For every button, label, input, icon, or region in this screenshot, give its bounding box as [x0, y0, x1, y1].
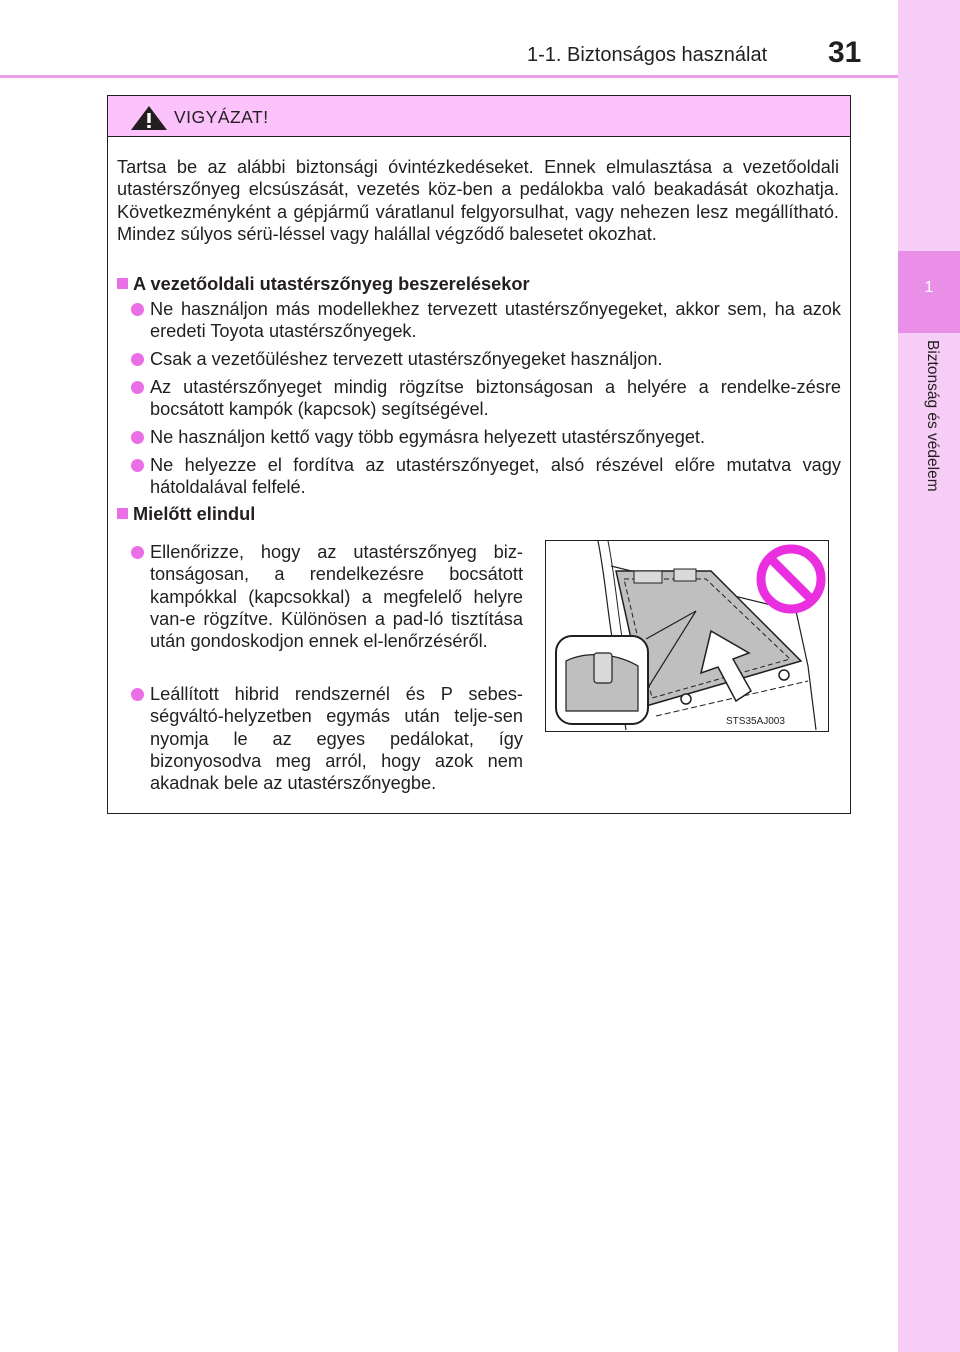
warning-title: VIGYÁZAT! [174, 107, 269, 127]
warning-intro: Tartsa be az alábbi biztonsági óvintézkedéseket. Ennek elmulasztása a vezetőoldali utastérszőnyeg elcsúszását, vezetés köz-ben a pedálokba való beakadását okozhatja. Következményként a gépjármű váratlanul felgyorsulhat, vagy nehezen lesz megállítható. Mindez súlyos sérü-léssel vagy halállal végződő balesetet okozhat. [117, 157, 839, 244]
warning-box [107, 95, 851, 814]
figure-code: STS35AJ003 [726, 716, 785, 727]
warning-header [108, 96, 850, 137]
list-item: Ne használjon más modellekhez tervezett utastérszőnyegeket, akkor sem, ha azok eredeti Toyota utastérszőnyegek. [131, 298, 841, 343]
circle-bullet-icon [131, 546, 144, 559]
page-number: 31 [828, 36, 862, 69]
circle-bullet-icon [131, 688, 144, 701]
section-heading-text: Mielőtt elindul [133, 504, 256, 524]
list-item: Ne helyezze el fordítva az utastérszőnyeget, alsó részével előre mutatva vagy hátoldalával felfelé. [131, 454, 841, 499]
square-bullet-icon [117, 508, 128, 519]
circle-bullet-icon [131, 459, 144, 472]
floor-mat-illustration [545, 540, 829, 732]
circle-bullet-icon [131, 353, 144, 366]
section-title: 1-1. Biztonságos használat [527, 44, 768, 66]
section-heading [117, 273, 530, 295]
warning-triangle-icon [130, 105, 168, 131]
list-item: Ellenőrizze, hogy az utastérszőnyeg biz-tonságosan, a rendelkezésre bocsátott kampókkal (kapcsokkal) a megfelelő helyre van-e rögzítve. Különösen a pad-ló tisztítása után gondoskodjon ennek el-lenőrzéséről. [131, 541, 523, 652]
circle-bullet-icon [131, 303, 144, 316]
section-heading [117, 503, 255, 525]
circle-bullet-icon [131, 431, 144, 444]
square-bullet-icon [117, 278, 128, 289]
chapter-number: 1 [924, 279, 934, 296]
list-item: Csak a vezetőüléshez tervezett utastérszőnyegeket használjon. [131, 348, 841, 370]
list-item: Leállított hibrid rendszernél és P sebes-ségváltó-helyzetben egymás után telje-sen nyomja le az egyes pedálokat, így bizonyosodva meg arról, hogy azok nem akadnak bele az utastérszőnyegbe. [131, 683, 523, 794]
chapter-title: Biztonság és védelem [924, 340, 941, 492]
chapter-side-tab [898, 0, 960, 1352]
floor-mat-drawing [546, 541, 827, 730]
circle-bullet-icon [131, 381, 144, 394]
header-rule [0, 75, 898, 78]
section-heading-text: A vezetőoldali utastérszőnyeg beszerelésekor [133, 274, 530, 294]
list-item: Ne használjon kettő vagy több egymásra helyezett utastérszőnyeget. [131, 426, 841, 448]
list-item: Az utastérszőnyeget mindig rögzítse biztonságosan a helyére a rendelke-zésre bocsátott kampók (kapcsok) segítségével. [131, 376, 841, 421]
